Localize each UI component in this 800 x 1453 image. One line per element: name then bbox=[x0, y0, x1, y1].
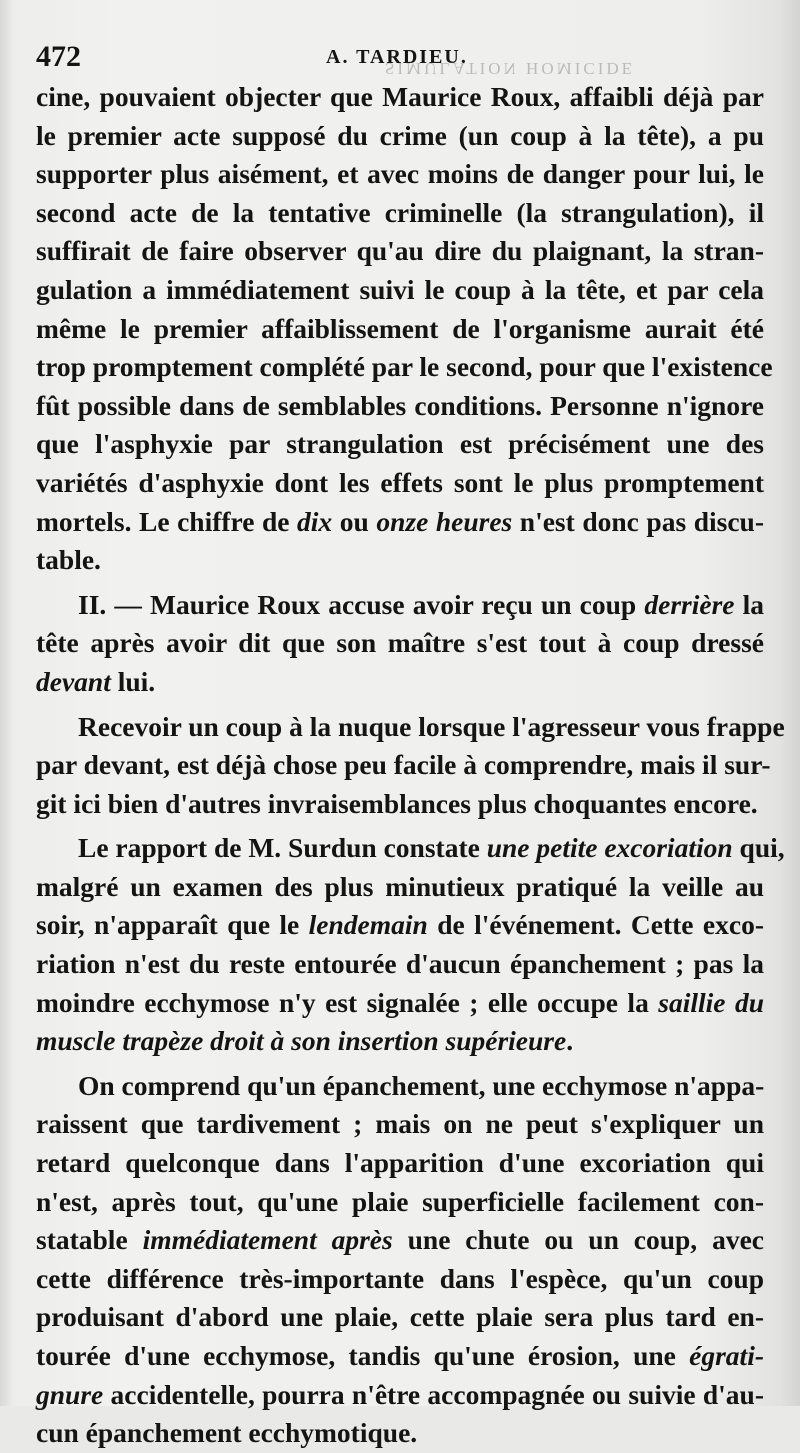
italic-text: saillie du bbox=[658, 986, 765, 1018]
paragraph bbox=[36, 708, 785, 824]
text-run: n'est, après tout, qu'une plaie superficielle facilement con- bbox=[36, 1185, 764, 1217]
text-run: gulation a immédiatement suivi le coup à la tête, et par cela bbox=[36, 273, 764, 305]
running-head: A. TARDIEU. bbox=[326, 46, 468, 68]
text-line bbox=[36, 310, 764, 349]
page-number: 472 bbox=[36, 40, 81, 73]
text-run: riation n'est du reste entourée d'aucun épanchement ; pas la bbox=[36, 948, 764, 980]
text-line bbox=[36, 945, 764, 984]
text-line bbox=[36, 1221, 764, 1260]
show-through-text: SIMULATION HOMICIDE bbox=[384, 59, 636, 78]
text-run: tête après avoir dit que son maître s'est tout à coup dressé bbox=[36, 627, 764, 659]
text-line bbox=[36, 663, 764, 702]
text-line bbox=[36, 1067, 764, 1106]
text-run: que l'asphyxie par strangulation est précisément une des bbox=[36, 428, 764, 460]
text-run: II. — Maurice Roux accuse avoir reçu un coup bbox=[78, 588, 645, 620]
text-run: variétés d'asphyxie dont les effets sont le plus promptement bbox=[36, 466, 764, 498]
text-run: Le rapport de M. Surdun constate bbox=[78, 832, 487, 864]
text-line bbox=[36, 1144, 764, 1183]
text-line bbox=[36, 1105, 764, 1144]
text-run: raissent que tardivement ; mais on ne peut s'expliquer un bbox=[36, 1108, 764, 1140]
text-run: suffirait de faire observer qu'au dire du plaignant, la stran- bbox=[36, 235, 764, 267]
text-line bbox=[36, 984, 764, 1023]
text-run: soir, n'apparaît que le bbox=[36, 909, 309, 941]
text-line bbox=[36, 503, 764, 542]
text-line bbox=[36, 785, 764, 824]
text-run: supporter plus aisément, et avec moins de danger pour lui, le bbox=[36, 158, 764, 190]
text-run: cun épanchement ecchymotique. bbox=[36, 1417, 418, 1449]
text-line bbox=[36, 464, 764, 503]
text-run: lui. bbox=[110, 665, 156, 697]
text-run: On comprend qu'un épanchement, une ecchymose n'appa- bbox=[78, 1069, 765, 1101]
page-header bbox=[36, 40, 760, 78]
italic-text: immédiatement après bbox=[142, 1224, 393, 1256]
italic-text: une petite excoriation bbox=[486, 832, 733, 864]
italic-text: devant bbox=[36, 665, 111, 697]
text-run: Recevoir un coup à la nuque lorsque l'agresseur vous frappe bbox=[78, 710, 785, 742]
text-run: n'est donc pas discu- bbox=[512, 505, 764, 537]
text-line bbox=[36, 624, 764, 663]
paragraph bbox=[36, 1067, 764, 1453]
text-line bbox=[36, 708, 785, 747]
paragraph bbox=[36, 586, 764, 702]
text-line bbox=[36, 1298, 764, 1337]
text-line bbox=[36, 541, 764, 580]
italic-text: derrière bbox=[644, 588, 735, 620]
italic-text: muscle trapèze droit à son insertion supérieure bbox=[36, 1025, 567, 1057]
text-run: mortels. Le chiffre de bbox=[36, 505, 298, 537]
paragraph bbox=[36, 829, 785, 1061]
text-line bbox=[36, 906, 764, 945]
text-line bbox=[36, 271, 764, 310]
italic-text: dix bbox=[297, 505, 333, 537]
text-run: même le premier affaiblissement de l'organisme aurait été bbox=[36, 312, 764, 344]
text-run: retard quelconque dans l'apparition d'une excoriation qui bbox=[36, 1147, 764, 1179]
text-line bbox=[36, 1414, 764, 1453]
paragraph bbox=[36, 78, 773, 580]
text-run: malgré un examen des plus minutieux pratiqué la veille au bbox=[36, 870, 764, 902]
text-line bbox=[36, 425, 764, 464]
text-line bbox=[36, 194, 764, 233]
text-run: le premier acte supposé du crime (un coup à la tête), a pu bbox=[36, 119, 764, 151]
text-run: . bbox=[566, 1025, 574, 1057]
text-run: de l'événement. Cette exco- bbox=[427, 909, 764, 941]
text-run: qui, bbox=[732, 832, 785, 864]
text-run: produisant d'abord une plaie, cette plaie sera plus tard en- bbox=[36, 1301, 764, 1333]
text-run: statable bbox=[36, 1224, 143, 1256]
text-line bbox=[36, 829, 785, 868]
text-line bbox=[36, 1376, 764, 1415]
text-run: fût possible dans de semblables conditions. Personne n'ignore bbox=[36, 389, 764, 421]
text-line bbox=[36, 1337, 764, 1376]
body-text bbox=[36, 78, 785, 1453]
text-line bbox=[36, 1022, 764, 1061]
text-run: cette différence très-importante dans l'espèce, qu'un coup bbox=[36, 1262, 764, 1294]
italic-text: gnure bbox=[36, 1378, 104, 1410]
text-line bbox=[36, 232, 764, 271]
text-run: accidentelle, pourra n'être accompagnée ou suivie d'au- bbox=[103, 1378, 764, 1410]
text-line bbox=[36, 155, 764, 194]
text-run: moindre ecchymose n'y est signalée ; elle occupe la bbox=[36, 986, 659, 1018]
italic-text: égrati- bbox=[689, 1340, 764, 1371]
text-line bbox=[36, 586, 764, 625]
text-line bbox=[36, 868, 764, 907]
italic-text: lendemain bbox=[308, 909, 428, 941]
text-line bbox=[36, 78, 764, 117]
text-run: ou bbox=[332, 505, 377, 537]
text-run: une chute ou un coup, avec bbox=[392, 1224, 764, 1256]
text-run: tourée d'une ecchymose, tandis qu'une érosion, une bbox=[36, 1340, 690, 1371]
text-line bbox=[36, 1183, 764, 1222]
text-line bbox=[36, 117, 764, 156]
italic-text: onze heures bbox=[376, 505, 513, 537]
text-run: trop promptement complété par le second, pour que l'existence bbox=[36, 351, 773, 383]
text-run: cine, pouvaient objecter que Maurice Roux, affaibli déjà par bbox=[36, 81, 764, 112]
text-line bbox=[36, 1260, 764, 1299]
text-line bbox=[36, 348, 773, 387]
text-run: second acte de la tentative criminelle (la strangulation), il bbox=[36, 196, 764, 228]
text-line bbox=[36, 387, 764, 426]
text-line bbox=[36, 746, 771, 785]
text-run: git ici bien d'autres invraisemblances plus choquantes encore. bbox=[36, 787, 758, 819]
text-run: table. bbox=[36, 544, 101, 576]
text-run: par devant, est déjà chose peu facile à comprendre, mais il sur- bbox=[36, 749, 771, 781]
text-run: la bbox=[734, 588, 765, 620]
